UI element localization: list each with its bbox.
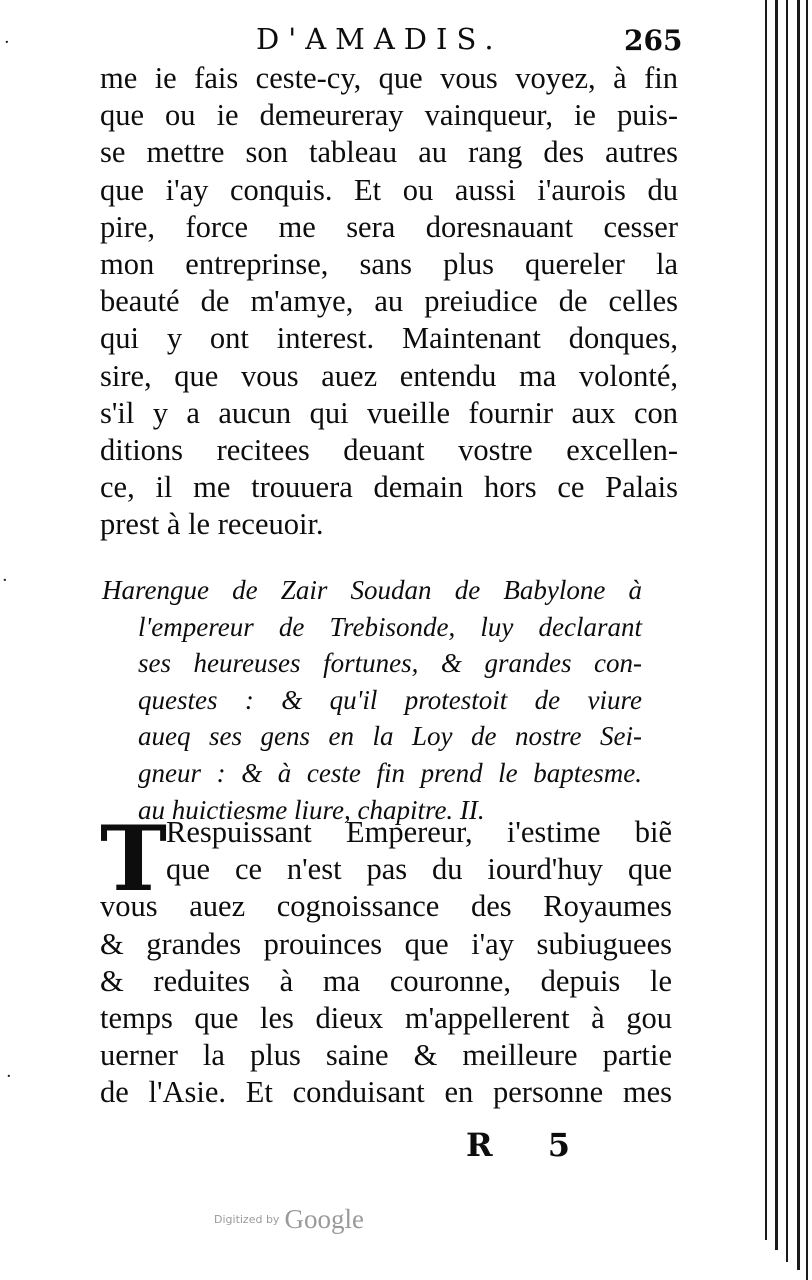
- text-line: vous auez cognoissance des Royaumes: [100, 889, 672, 924]
- text-line: que ce n'est pas du iourd'huy que: [166, 852, 672, 887]
- text-line: pire, force me sera doresnauant cesser: [100, 209, 678, 244]
- page-edge-line: [797, 0, 800, 1270]
- heading-line: questes : & qu'il protestoit de viure: [138, 684, 642, 715]
- text-line: de l'Asie. Et conduisant en personne mes: [100, 1075, 672, 1110]
- signature-mark: R 5: [466, 1126, 592, 1164]
- text-line: que ou ie demeureray vainqueur, ie puis-: [100, 98, 678, 133]
- heading-line: aueq ses gens en la Loy de nostre Sei-: [138, 721, 642, 752]
- text-line: qui y ont interest. Maintenant donques,: [100, 321, 678, 356]
- heading-line: Harengue de Zair Soudan de Babylone à: [102, 575, 642, 605]
- margin-smudge: ·: [6, 1066, 12, 1087]
- page-edge-line: [786, 0, 788, 1262]
- text-line: Respuissant Empereur, i'estime biẽ: [166, 815, 672, 849]
- body-text-top: [100, 60, 678, 544]
- text-line: & reduites à ma couronne, depuis le: [100, 963, 672, 998]
- text-line: ditions recitees deuant vostre excellen-: [100, 433, 678, 468]
- page-edge-line: [765, 0, 767, 1240]
- text-line: prest à le receuoir.: [100, 507, 324, 542]
- text-line: me ie fais ceste-cy, que vous voyez, à fin: [100, 61, 678, 95]
- watermark-brand: Google: [284, 1204, 365, 1234]
- heading-line: au huictiesme liure, chapitre. II.: [138, 794, 485, 825]
- text-line: sire, que vous auez entendu ma volonté,: [100, 358, 678, 393]
- digitization-watermark: [214, 1204, 364, 1235]
- page-number: 265: [624, 24, 683, 57]
- drop-cap: T: [100, 806, 167, 912]
- text-line: s'il y a aucun qui vueille fournir aux con: [100, 395, 678, 430]
- running-title: D'AMADIS.: [256, 22, 503, 56]
- text-line: beauté de m'amye, au preiudice de celles: [100, 284, 678, 319]
- heading-line: ses heureuses fortunes, & grandes con-: [138, 648, 642, 679]
- text-line: & grandes prouinces que i'ay subiuguees: [100, 926, 672, 961]
- watermark-prefix: Digitized by: [214, 1213, 280, 1226]
- heading-line: gneur : & à ceste fin prend le baptesme.: [138, 757, 642, 788]
- text-line: uerner la plus saine & meilleure partie: [100, 1038, 672, 1073]
- margin-smudge: ·: [2, 570, 8, 591]
- heading-line: l'empereur de Trebisonde, luy declarant: [138, 611, 642, 642]
- text-line: ce, il me trouuera demain hors ce Palais: [100, 470, 678, 505]
- page-edge-line: [775, 0, 778, 1250]
- text-line: se mettre son tableau au rang des autres: [100, 135, 678, 170]
- margin-smudge: ·: [4, 32, 10, 53]
- text-line: temps que les dieux m'appellerent à gou: [100, 1001, 672, 1036]
- page-edge-line: [806, 0, 808, 1280]
- chapter-heading: [102, 572, 642, 828]
- text-line: mon entreprinse, sans plus quereler la: [100, 247, 678, 282]
- text-line: que i'ay conquis. Et ou aussi i'aurois du: [100, 172, 678, 207]
